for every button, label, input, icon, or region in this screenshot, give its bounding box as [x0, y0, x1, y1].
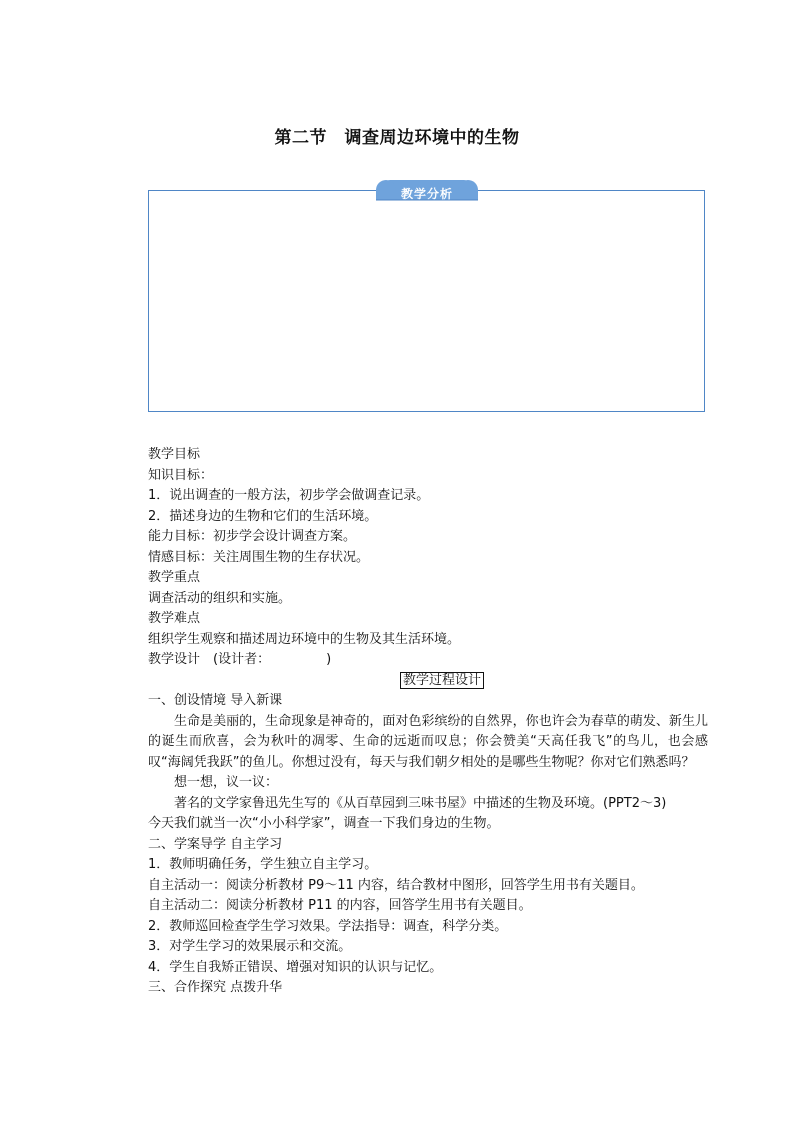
- design-close: ): [326, 652, 332, 667]
- document-body: [148, 445, 708, 999]
- tab-label: 教学分析: [400, 187, 453, 201]
- section-2-item-4: 4．学生自我矫正错误、增强对知识的认识与记忆。: [148, 959, 443, 975]
- teaching-analysis-tab: [374, 180, 480, 204]
- section-1-heading: 一、创设情境 导入新课: [148, 693, 283, 708]
- goals-heading: 教学目标: [148, 447, 201, 462]
- design-line: [148, 650, 708, 671]
- section-1-paragraph: 生命是美丽的，生命现象是神奇的，面对色彩缤纷的自然界，你也许会为春草的萌发、新生儿的诞生而欣喜，会为秋叶的凋零、生命的远逝而叹息；你会赞美“天高任我飞”的鸟儿，也会感叹“海阔凭我跃”的鱼儿。你想过没有，每天与我们朝夕相处的是哪些生物呢？你对它们熟悉吗？: [148, 713, 708, 770]
- today-line: 今天我们就当一次“小小科学家”，调查一下我们身边的生物。: [148, 816, 500, 831]
- process-box-row: [148, 671, 708, 692]
- self-activity-2: 自主活动二：阅读分析教材 P11 的内容，回答学生用书有关题目。: [148, 898, 532, 913]
- difficult-points-text: 组织学生观察和描述周边环境中的生物及其生活环境。: [148, 631, 461, 647]
- famous-writer-line: 著名的文学家鲁迅先生写的《从百草园到三味书屋》中描述的生物及环境。(PPT2～3): [174, 795, 667, 811]
- think-discuss: 想一想，议一议：: [174, 775, 279, 790]
- page-title: 第二节 调查周边环境中的生物: [274, 128, 520, 148]
- section-2-item-1: 1．教师明确任务，学生独立自主学习。: [148, 857, 378, 872]
- section-2-heading: 二、学案导学 自主学习: [148, 836, 283, 852]
- knowledge-goal-2: 2．描述身边的生物和它们的生活环境。: [148, 508, 378, 524]
- self-activity-1: 自主活动一：阅读分析教材 P9～11 内容，结合教材中图形，回答学生用书有关题目。: [148, 877, 644, 893]
- process-design-box: 教学过程设计: [400, 672, 484, 689]
- ability-goal: 能力目标：初步学会设计调查方案。: [148, 529, 357, 544]
- design-label: 教学设计 (设计者：: [148, 652, 271, 667]
- difficult-points-heading: 教学难点: [148, 611, 201, 626]
- knowledge-goal-1: 1．说出调查的一般方法，初步学会做调查记录。: [148, 488, 430, 503]
- section-2-item-2: 2．教师巡回检查学生学习效果。学法指导：调查，科学分类。: [148, 918, 508, 934]
- section-2-item-3: 3．对学生学习的效果展示和交流。: [148, 939, 352, 954]
- section-3-heading: 三、合作探究 点拨升华: [148, 980, 283, 995]
- key-points-heading: 教学重点: [148, 570, 201, 585]
- emotion-goal: 情感目标：关注周围生物的生存状况。: [148, 549, 370, 565]
- knowledge-goals-label: 知识目标：: [148, 467, 214, 483]
- key-points-text: 调查活动的组织和实施。: [148, 590, 292, 606]
- teaching-analysis-box: [148, 190, 705, 412]
